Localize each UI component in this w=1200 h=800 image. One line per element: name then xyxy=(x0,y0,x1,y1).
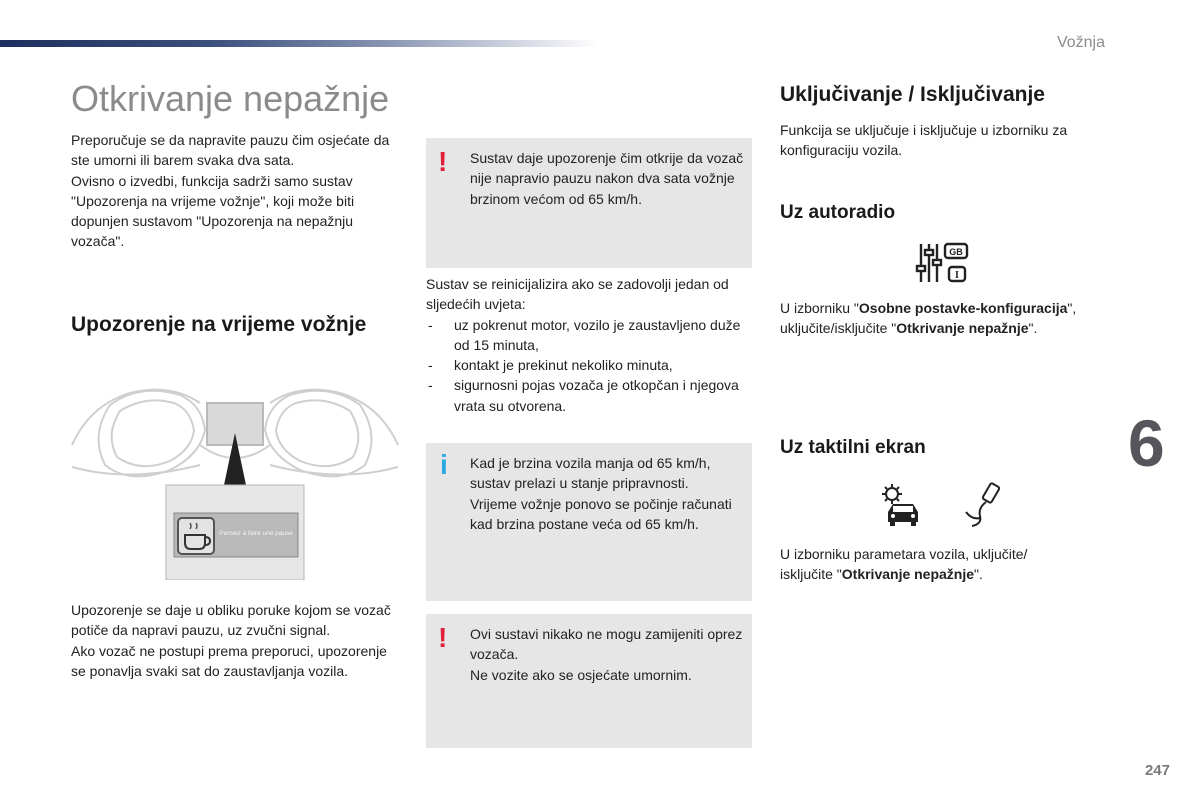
settings-sliders-icon xyxy=(915,240,971,286)
info-badge: I xyxy=(955,270,959,281)
list-item: - uz pokrenut motor, vozilo je zaustavljeno duže od 15 minuta, xyxy=(426,315,752,356)
info-paragraph-2: Vrijeme vožnje ponovo se počinje računati kad brzina postane veća od 65 km/h. xyxy=(470,495,732,532)
chapter-number: 6 xyxy=(1128,406,1165,480)
reset-lead: Sustav se reinicijalizira ako se zadovolji jedan od sljedećih uvjeta: xyxy=(426,276,729,313)
page-number: 247 xyxy=(1144,762,1170,779)
dashboard-drawing xyxy=(70,375,400,580)
reset-list xyxy=(426,315,752,416)
function-name: Otkrivanje nepažnje xyxy=(896,320,1029,337)
intro-paragraph-1: Preporučuje se da napravite pauzu čim osjećate da ste umorni ili barem svaka dva sata. xyxy=(71,132,390,169)
time-warning-paragraph-1: Upozorenje se daje u obliku poruke kojom se vozač potiče da napravi pauzu, uz zvučni signal. xyxy=(71,602,391,639)
header-gradient-bar xyxy=(0,40,600,47)
page-title: Otkrivanje nepažnje xyxy=(71,78,390,119)
onoff-heading: Uključivanje / Isključivanje xyxy=(780,83,1045,106)
menu-name: Osobne postavke-konfiguracija xyxy=(858,300,1068,316)
function-name: Otkrivanje nepažnje xyxy=(841,566,975,583)
info-icon: i xyxy=(440,449,448,480)
touchscreen-text: U izborniku parametara vozila, uključite/ isključite "Otkrivanje nepažnje". xyxy=(780,546,1028,583)
autoradio-heading: Uz autoradio xyxy=(780,202,896,223)
caution-paragraph-2: Ne vozite ako se osjećate umornim. xyxy=(470,666,692,683)
intro-paragraph-2: Ovisno o izvedbi, funkcija sadrži samo sustav "Upozorenja na vrijeme vožnje", koji može biti dopunjen sustavom "Upozorenja na nepažnju vozača". xyxy=(71,172,355,250)
warning-box-driving-time xyxy=(426,138,752,268)
warning-text: Sustav daje upozorenje čim otkrije da vozač nije napravio pauzu nakon dva sata vožnje brzinom većom od 65 km/h. xyxy=(470,150,744,207)
onoff-text: Funkcija se uključuje i isključuje u izborniku za konfiguraciju vozila. xyxy=(780,122,1068,159)
time-warning-heading: Upozorenje na vrijeme vožnje xyxy=(71,313,367,336)
section-label: Vožnja xyxy=(1056,34,1105,51)
time-warning-paragraph-2: Ako vozač ne postupi prema preporuci, upozorenje se ponavlja svaki sat do zaustavljanja vozila. xyxy=(71,642,387,679)
autoradio-text: U izborniku "Osobne postavke-konfiguracija", uključite/isključite "Otkrivanje nepažnje". xyxy=(780,300,1077,337)
caution-paragraph-1: Ovi sustavi nikako ne mogu zamijeniti oprez vozača. xyxy=(470,626,743,663)
info-box-standby xyxy=(426,443,752,601)
instrument-cluster-illustration xyxy=(70,375,400,580)
warning-box-caution xyxy=(426,614,752,748)
warning-icon: ! xyxy=(438,622,448,653)
time-warning-text xyxy=(71,600,391,681)
vehicle-settings-icon xyxy=(880,482,926,528)
list-item: - sigurnosni pojas vozača je otkopčan i njegova vrata su otvorena. xyxy=(426,375,752,416)
info-text xyxy=(470,453,744,534)
info-paragraph-1: Kad je brzina vozila manja od 65 km/h, sustav prelazi u stanje pripravnosti. xyxy=(470,455,711,492)
language-badge: GB xyxy=(949,247,963,257)
usb-connectivity-icon xyxy=(962,482,1006,528)
zoom-message: Pensez à faire une pause xyxy=(219,530,293,537)
intro-text xyxy=(71,130,391,252)
reset-conditions xyxy=(426,274,752,416)
list-item: - kontakt je prekinut nekoliko minuta, xyxy=(426,355,752,375)
warning-icon: ! xyxy=(438,146,448,177)
touchscreen-heading: Uz taktilni ekran xyxy=(780,437,926,458)
caution-text xyxy=(470,624,744,685)
